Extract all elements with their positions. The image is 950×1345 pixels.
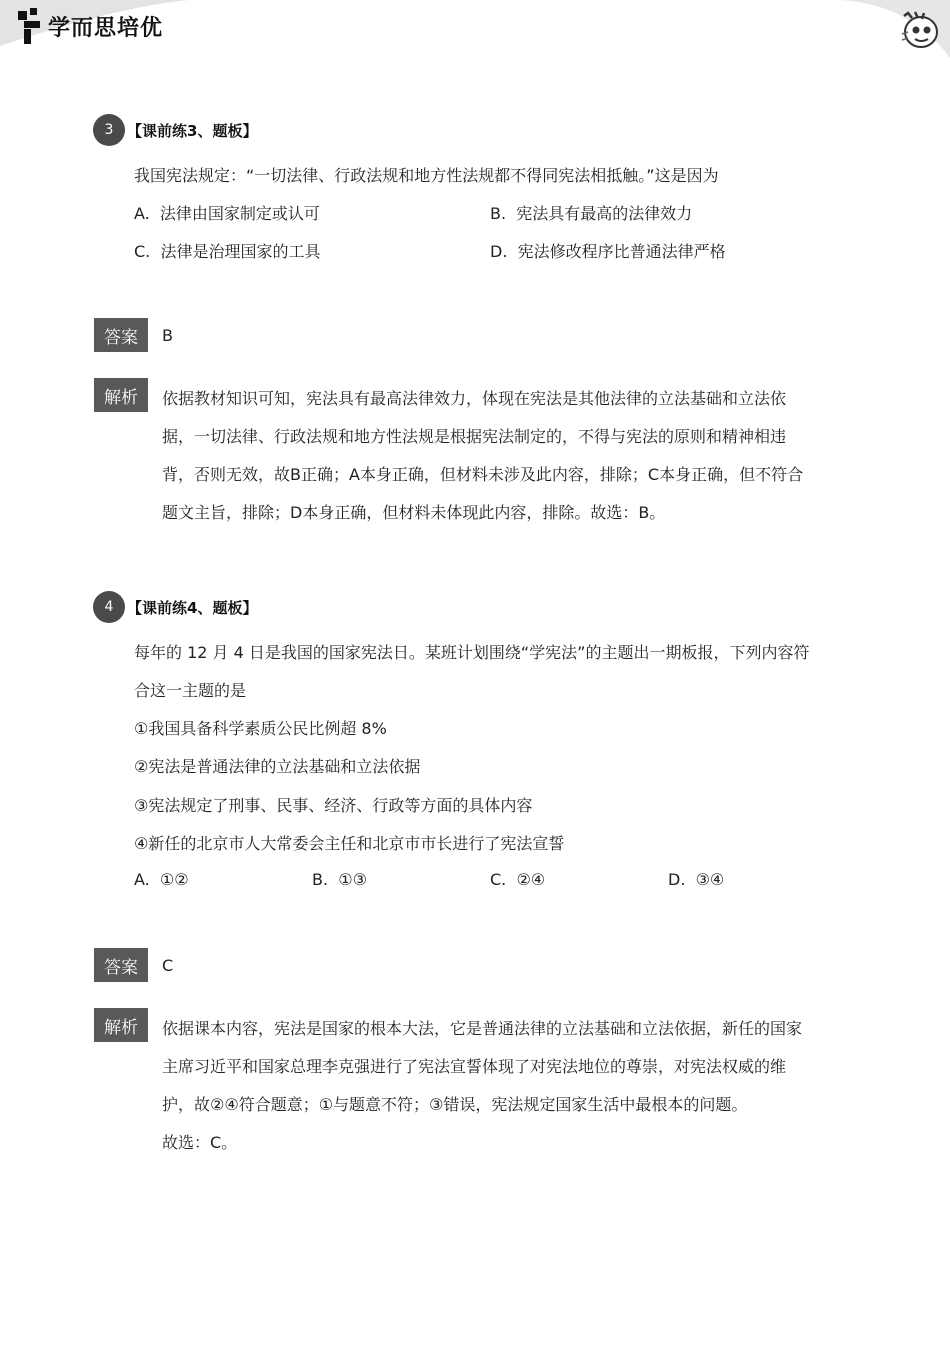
option-text: ③④ [695, 870, 725, 889]
option-b [490, 201, 692, 224]
option-text: 法律由国家制定或认可 [159, 204, 320, 223]
answer-value: C [162, 956, 174, 975]
option-label: A. [134, 870, 150, 889]
analysis-line: 题文主旨，排除；D本身正确，但材料未体现此内容，排除。故选：B。 [162, 503, 666, 522]
option-label: C. [490, 870, 507, 889]
question-stem: 每年的 12 月 4 日是我国的国家宪法日。某班计划围绕“学宪法”的主题出一期板报，下列内容符 [134, 643, 810, 662]
option-label: C. [134, 242, 151, 261]
option-label: D. [668, 870, 686, 889]
question-number-badge: 3 [93, 114, 125, 146]
option-text: 宪法修改程序比普通法律严格 [517, 242, 726, 261]
analysis-tag: 解析 [94, 378, 148, 412]
option-text: ②④ [516, 870, 546, 889]
question-header [93, 591, 257, 623]
analysis-line: 背，否则无效，故B正确；A本身正确，但材料未涉及此内容，排除；C本身正确，但不符合 [162, 465, 804, 484]
answer-tag: 答案 [94, 948, 148, 982]
question-title: 【课前练3、题板】 [127, 121, 258, 140]
analysis-line: 故选：C。 [162, 1133, 238, 1152]
analysis-line: 据，一切法律、行政法规和地方性法规是根据宪法制定的，不得与宪法的原则和精神相违 [162, 427, 787, 446]
brand-name: 学而思培优 [48, 15, 164, 41]
option-label: B. [312, 870, 329, 889]
answer-tag: 答案 [94, 318, 148, 352]
option-text: 法律是治理国家的工具 [160, 242, 321, 261]
option-a [134, 201, 320, 224]
statement-item: ①我国具备科学素质公民比例超 8% [134, 719, 387, 738]
option-b [312, 870, 367, 889]
mascot-icon [898, 10, 940, 50]
question-number-badge: 4 [93, 591, 125, 623]
brand-mark-icon [18, 8, 44, 44]
statement-item: ②宪法是普通法律的立法基础和立法依据 [134, 757, 421, 776]
analysis-line: 护，故②④符合题意；①与题意不符；③错误，宪法规定国家生活中最根本的问题。 [162, 1095, 748, 1114]
brand-logo [18, 8, 163, 44]
statement-item: ④新任的北京市人大常委会主任和北京市市长进行了宪法宣誓 [134, 834, 565, 853]
option-label: B. [490, 204, 507, 223]
analysis-line: 依据教材知识可知，宪法具有最高法律效力，体现在宪法是其他法律的立法基础和立法依 [162, 389, 787, 408]
option-text: ①③ [338, 870, 367, 889]
option-d [668, 870, 724, 889]
analysis-line: 主席习近平和国家总理李克强进行了宪法宣誓体现了对宪法地位的尊崇，对宪法权威的维 [162, 1057, 787, 1076]
answer-value: B [162, 326, 173, 345]
question-stem: 我国宪法规定：“一切法律、行政法规和地方性法规都不得同宪法相抵触。”这是因为 [134, 166, 719, 185]
question-header [93, 114, 257, 146]
question-stem: 合这一主题的是 [134, 681, 247, 700]
option-a [134, 870, 189, 889]
analysis-line: 依据课本内容，宪法是国家的根本大法，它是普通法律的立法基础和立法依据，新任的国家 [162, 1019, 803, 1038]
option-c [490, 870, 545, 889]
option-text: ①② [159, 870, 189, 889]
statement-item: ③宪法规定了刑事、民事、经济、行政等方面的具体内容 [134, 796, 533, 815]
option-text: 宪法具有最高的法律效力 [516, 204, 693, 223]
option-c [134, 239, 320, 262]
analysis-tag: 解析 [94, 1008, 148, 1042]
option-label: A. [134, 204, 150, 223]
question-title: 【课前练4、题板】 [127, 598, 258, 617]
option-label: D. [490, 242, 508, 261]
option-d [490, 239, 726, 262]
